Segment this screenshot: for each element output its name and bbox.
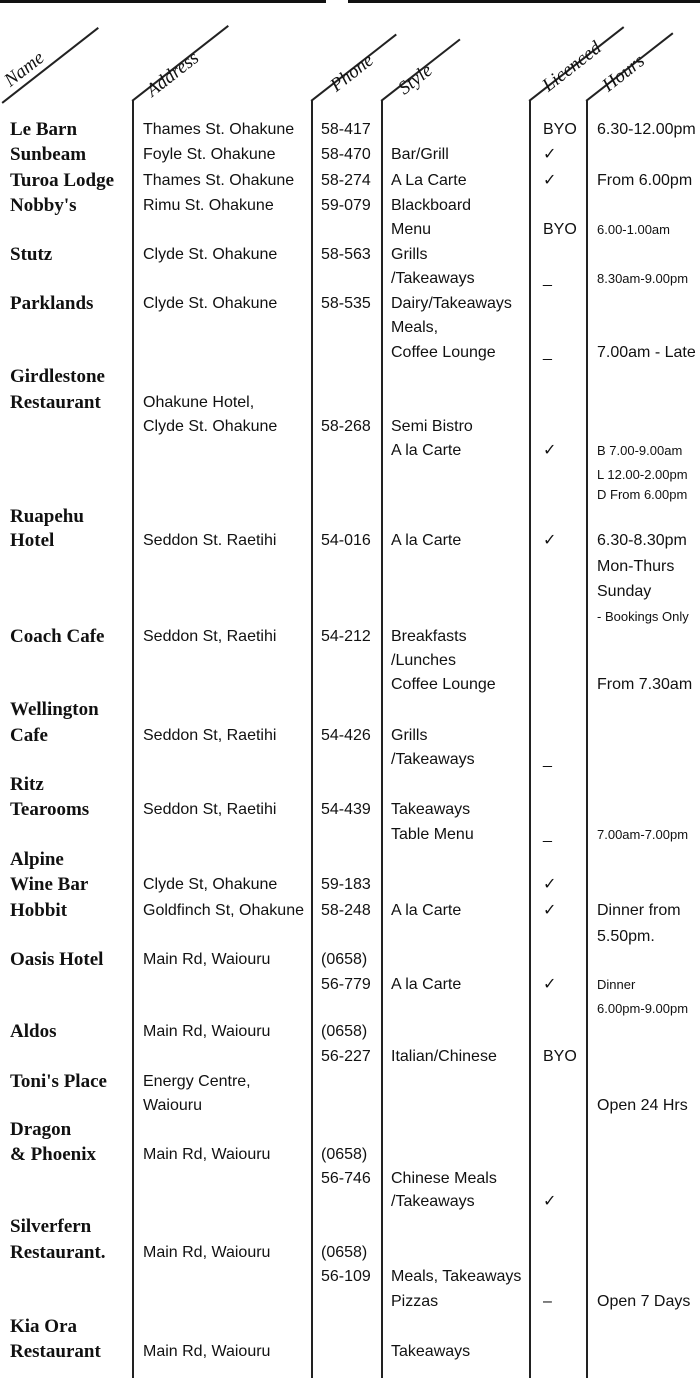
cell-phone: 59-183 xyxy=(321,876,371,893)
cell-name: Restaurant. xyxy=(10,1242,106,1263)
cell-name: Restaurant xyxy=(10,392,101,413)
cell-hours: 7.00am-7.00pm xyxy=(597,827,689,842)
cell-address: Foyle St. Ohakune xyxy=(143,146,276,163)
cell-style: Table Menu xyxy=(391,826,474,843)
cell-style: Pizzas xyxy=(391,1293,439,1310)
column-divider-phone xyxy=(311,100,313,1378)
cell-style: A la Carte xyxy=(391,442,462,459)
cell-phone: (0658) xyxy=(321,1023,368,1040)
cell-address: Main Rd, Waiouru xyxy=(143,1244,271,1261)
cell-address: Clyde St. Ohakune xyxy=(143,246,278,263)
cell-hours: From 7.30am xyxy=(597,676,693,693)
cell-style: Meals, xyxy=(391,319,439,336)
cell-style: /Lunches xyxy=(391,652,456,669)
header-phone: Phone xyxy=(326,49,378,97)
cell-address: Main Rd, Waiouru xyxy=(143,1343,271,1360)
cell-style: /Takeaways xyxy=(391,1193,475,1210)
cell-phone: 58-535 xyxy=(321,295,371,312)
cell-name: Wellington xyxy=(10,699,99,720)
top-rule-left xyxy=(0,0,326,3)
cell-hours: Sunday xyxy=(597,583,652,600)
cell-phone: 56-227 xyxy=(321,1048,371,1065)
cell-address: Seddon St, Raetihi xyxy=(143,628,277,645)
cell-phone: 56-746 xyxy=(321,1170,371,1187)
cell-phone: 56-109 xyxy=(321,1268,371,1285)
column-divider-licenced xyxy=(529,100,531,1378)
cell-name: Nobby's xyxy=(10,195,77,216)
cell-name: Aldos xyxy=(10,1021,57,1042)
header-name: Name xyxy=(0,47,49,92)
cell-address: Main Rd, Waiouru xyxy=(143,951,271,968)
cell-name: Restaurant xyxy=(10,1341,101,1362)
cell-licenced: – xyxy=(543,1293,552,1310)
cell-hours: Open 24 Hrs xyxy=(597,1097,688,1114)
cell-style: Bar/Grill xyxy=(391,146,449,163)
cell-phone: 58-268 xyxy=(321,418,371,435)
cell-licenced: BYO xyxy=(543,121,577,138)
cell-name: Dragon xyxy=(10,1119,72,1140)
cell-address: Ohakune Hotel, xyxy=(143,394,255,411)
cell-licenced: _ xyxy=(543,826,552,843)
cell-phone: 59-079 xyxy=(321,197,371,214)
cell-name: Oasis Hotel xyxy=(10,949,104,970)
cell-name: Stutz xyxy=(10,244,53,265)
cell-name: Hobbit xyxy=(10,900,68,921)
cell-hours: 6.00-1.00am xyxy=(597,222,670,237)
cell-name: Turoa Lodge xyxy=(10,170,115,191)
cell-style: A la Carte xyxy=(391,976,462,993)
cell-style: Semi Bistro xyxy=(391,418,473,435)
top-rule-right xyxy=(348,0,700,3)
cell-name: & Phoenix xyxy=(10,1144,97,1165)
cell-style: Chinese Meals xyxy=(391,1170,497,1187)
cell-style: Takeaways xyxy=(391,801,471,818)
cell-licenced: _ xyxy=(543,751,552,768)
cell-licenced: ✓ xyxy=(543,146,557,163)
cell-hours: 6.00pm-9.00pm xyxy=(597,1001,689,1016)
column-divider-style xyxy=(381,100,383,1378)
cell-name: Ritz xyxy=(10,774,44,795)
cell-hours: B 7.00-9.00am xyxy=(597,443,683,458)
cell-style: Coffee Lounge xyxy=(391,676,496,693)
cell-address: Clyde St. Ohakune xyxy=(143,295,278,312)
cell-address: Seddon St, Raetihi xyxy=(143,801,277,818)
cell-hours: Open 7 Days xyxy=(597,1293,691,1310)
cell-hours: Dinner from xyxy=(597,902,681,919)
cell-phone: 58-274 xyxy=(321,172,371,189)
cell-address: Main Rd, Waiouru xyxy=(143,1146,271,1163)
cell-address: Thames St. Ohakune xyxy=(143,121,295,138)
cell-hours: 7.00am - Late xyxy=(597,344,696,361)
cell-name: Girdlestone xyxy=(10,366,105,387)
cell-name: Kia Ora xyxy=(10,1316,78,1337)
cell-style: Italian/Chinese xyxy=(391,1048,497,1065)
cell-style: Blackboard xyxy=(391,197,472,214)
cell-name: Toni's Place xyxy=(10,1071,107,1092)
header-licenced: Licenced xyxy=(538,37,606,97)
cell-style: /Takeaways xyxy=(391,751,475,768)
cell-name: Cafe xyxy=(10,725,48,746)
cell-hours: From 6.00pm xyxy=(597,172,693,189)
cell-phone: 54-016 xyxy=(321,532,371,549)
header-hours: Hours xyxy=(598,50,649,97)
cell-name: Wine Bar xyxy=(10,874,89,895)
cell-hours: D From 6.00pm xyxy=(597,487,688,502)
cell-licenced: _ xyxy=(543,270,552,287)
cell-address: Clyde St. Ohakune xyxy=(143,418,278,435)
cell-name: Hotel xyxy=(10,530,55,551)
cell-hours: 6.30-8.30pm xyxy=(597,532,687,549)
cell-phone: 58-563 xyxy=(321,246,371,263)
cell-phone: (0658) xyxy=(321,951,368,968)
cell-licenced: ✓ xyxy=(543,442,557,459)
column-divider-hours xyxy=(586,100,588,1378)
cell-style: A la Carte xyxy=(391,532,462,549)
cell-licenced: ✓ xyxy=(543,976,557,993)
cell-address: Thames St. Ohakune xyxy=(143,172,295,189)
cell-licenced: BYO xyxy=(543,221,577,238)
cell-hours: - Bookings Only xyxy=(597,609,689,624)
cell-hours: 5.50pm. xyxy=(597,928,655,945)
cell-style: Dairy/Takeaways xyxy=(391,295,512,312)
cell-licenced: ✓ xyxy=(543,532,557,549)
cell-style: A la Carte xyxy=(391,902,462,919)
cell-hours: L 12.00-2.00pm xyxy=(597,467,688,482)
cell-address: Clyde St, Ohakune xyxy=(143,876,278,893)
cell-style: Grills xyxy=(391,727,428,744)
cell-style: Takeaways xyxy=(391,1343,471,1360)
cell-name: Sunbeam xyxy=(10,144,87,165)
cell-phone: 58-417 xyxy=(321,121,371,138)
cell-name: Silverfern xyxy=(10,1216,92,1237)
cell-hours: Dinner xyxy=(597,977,636,992)
cell-style: Grills xyxy=(391,246,428,263)
cell-address: Main Rd, Waiouru xyxy=(143,1023,271,1040)
cell-address: Rimu St. Ohakune xyxy=(143,197,274,214)
cell-name: Parklands xyxy=(10,293,94,314)
cell-phone: (0658) xyxy=(321,1244,368,1261)
cell-phone: 54-426 xyxy=(321,727,371,744)
cell-style: Breakfasts xyxy=(391,628,467,645)
cell-licenced: ✓ xyxy=(543,172,557,189)
cell-hours: Mon-Thurs xyxy=(597,558,675,575)
cell-phone: 54-212 xyxy=(321,628,371,645)
cell-phone: 56-779 xyxy=(321,976,371,993)
cell-address: Energy Centre, xyxy=(143,1073,251,1090)
cell-style: /Takeaways xyxy=(391,270,475,287)
cell-address: Seddon St. Raetihi xyxy=(143,532,277,549)
cell-licenced: BYO xyxy=(543,1048,577,1065)
column-divider-address xyxy=(132,100,134,1378)
header-address: Address xyxy=(142,47,204,102)
cell-name: Alpine xyxy=(10,849,64,870)
cell-name: Le Barn xyxy=(10,119,78,140)
cell-licenced: ✓ xyxy=(543,876,557,893)
cell-licenced: _ xyxy=(543,344,552,361)
cell-address: Goldfinch St, Ohakune xyxy=(143,902,304,919)
cell-address: Seddon St, Raetihi xyxy=(143,727,277,744)
cell-phone: 54-439 xyxy=(321,801,371,818)
cell-hours: 8.30am-9.00pm xyxy=(597,271,689,286)
header-style: Style xyxy=(394,59,437,100)
cell-style: Menu xyxy=(391,221,432,238)
cell-name: Tearooms xyxy=(10,799,90,820)
cell-phone: 58-470 xyxy=(321,146,371,163)
cell-style: Coffee Lounge xyxy=(391,344,496,361)
cell-name: Ruapehu xyxy=(10,506,84,527)
cell-name: Coach Cafe xyxy=(10,626,105,647)
cell-style: Meals, Takeaways xyxy=(391,1268,522,1285)
cell-licenced: ✓ xyxy=(543,902,557,919)
cell-licenced: ✓ xyxy=(543,1193,557,1210)
cell-phone: 58-248 xyxy=(321,902,371,919)
cell-hours: 6.30-12.00pm xyxy=(597,121,696,138)
cell-style: A La Carte xyxy=(391,172,467,189)
cell-address: Waiouru xyxy=(143,1097,202,1114)
cell-phone: (0658) xyxy=(321,1146,368,1163)
